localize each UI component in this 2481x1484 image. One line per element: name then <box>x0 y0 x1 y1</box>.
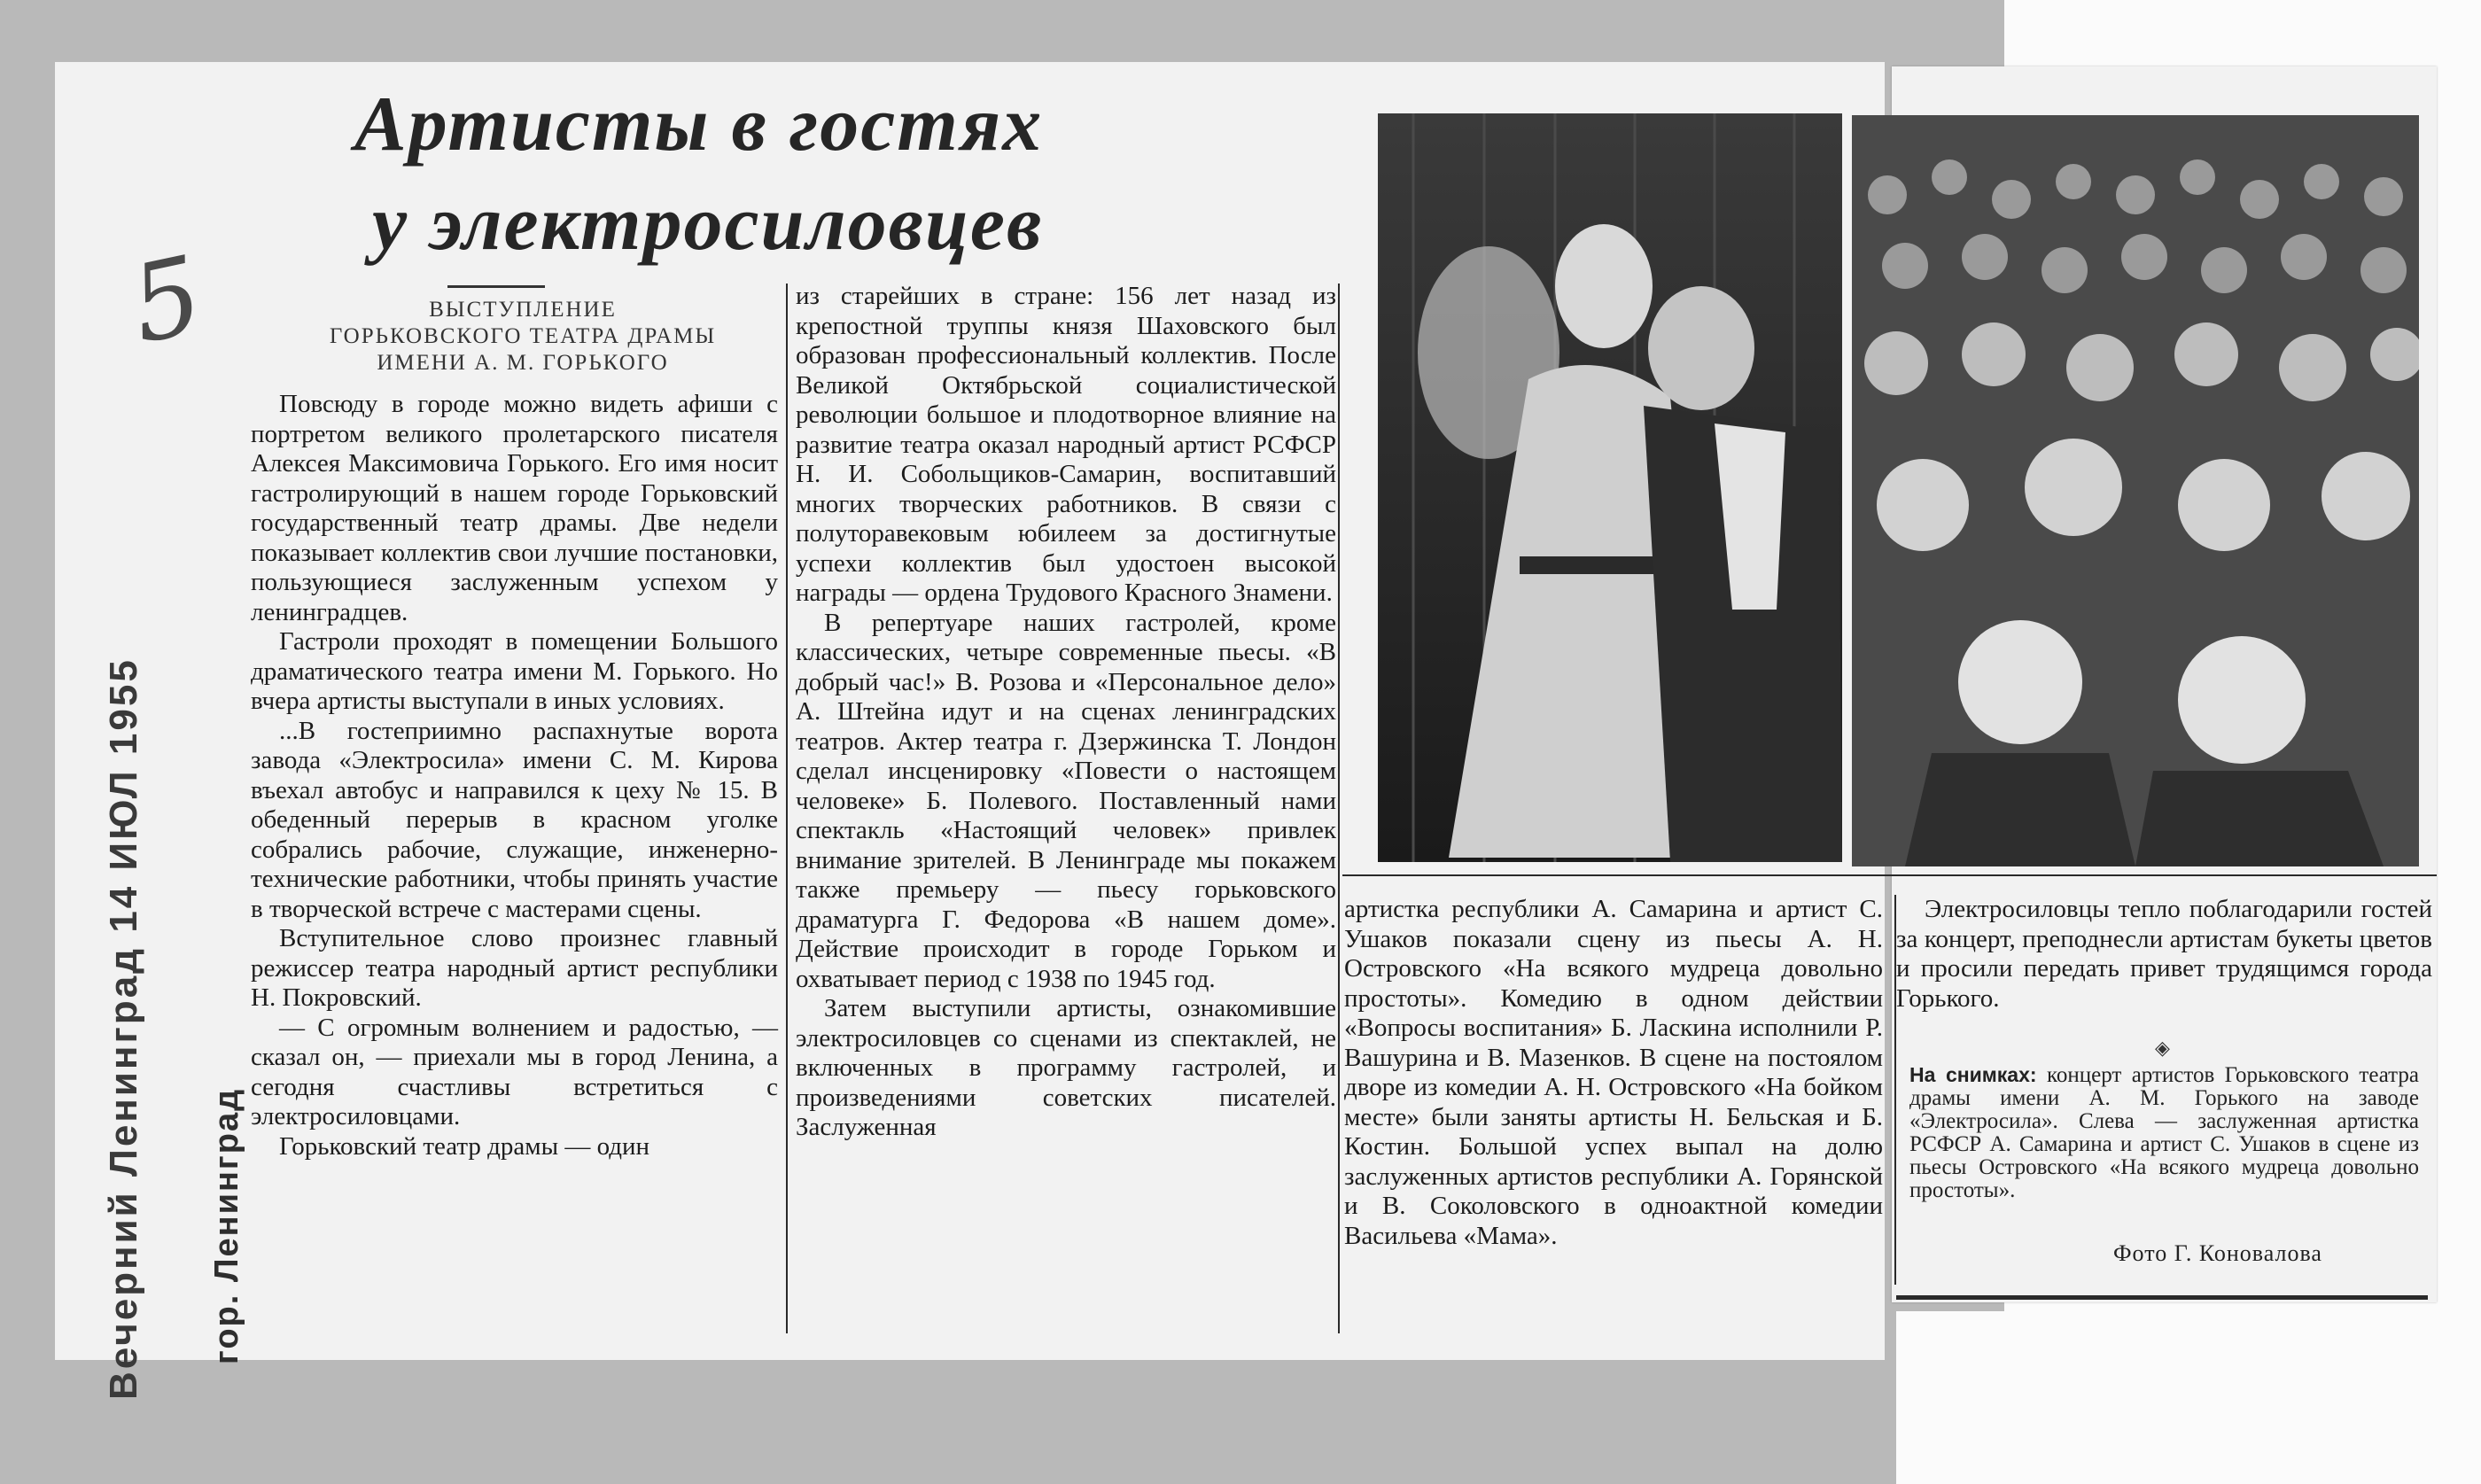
archive-city-stamp: гор. Ленинград <box>208 1087 245 1364</box>
title-divider <box>447 285 545 288</box>
article-column-3 <box>1344 895 1883 1251</box>
separator-ornament-icon: ◈ <box>2155 1037 2170 1059</box>
subhead-line: ИМЕНИ А. М. ГОРЬКОГО <box>377 351 669 375</box>
paragraph: Вступительное слово произнес главный режиссер театра народный артист республики Н. Покровский. <box>251 924 778 1012</box>
paragraph: Затем выступили артисты, ознакомившие электросиловцев со сценами из спектаклей, не включенных в программу гастролей, и произведениями советских писателей. Заслуженная <box>796 994 1336 1141</box>
archive-date-stamp: Вечерний Ленинград 14 ИЮЛ 1955 <box>102 657 145 1400</box>
column-rule <box>786 284 788 1333</box>
article-column-4 <box>1896 895 2432 1014</box>
handwritten-page-number: 5 <box>121 233 213 369</box>
article-subhead <box>292 297 753 377</box>
caption-lead: На снимках: <box>1909 1063 2037 1086</box>
photo-actors-on-stage <box>1378 113 1842 862</box>
title-line-1: Артисты в гостях <box>354 82 1044 167</box>
caption-text: концерт артистов Горьковского театра драмы имени А. М. Горького на заводе «Электросила». Слева — заслуженная артистка РСФСР А. Самарина и артист С. Ушаков в сцене из пьесы Островского «На всякого мудреца довольно простоты». <box>1909 1063 2419 1202</box>
photo-audience-image <box>1852 115 2419 866</box>
subhead-line: ВЫСТУПЛЕНИЕ <box>429 298 617 322</box>
photo-audience <box>1852 115 2419 866</box>
photo-credit: Фото Г. Коновалова <box>2113 1240 2322 1266</box>
paragraph: В репертуаре наших гастролей, кроме классических, четыре современные пьесы. «В добрый час!» В. Розова и «Персональное дело» А. Штейна идут и на сценах ленинградских театров. Актер театра г. Дзержинска Т. Лондон сделал инсценировку «Повести о настоящем человеке» Б. Полевого. Поставленный нами спектакль «Настоящий человек» привлек внимание зрителей. В Ленинграде мы покажем также премьеру — пьесу горьковского драматурга Г. Федорова «В нашем доме». Действие происходит в городе Горьком и охватывает период с 1938 по 1945 год. <box>796 608 1336 993</box>
photo-base-rule <box>1342 874 2437 876</box>
paragraph: Гастроли проходят в помещении Большого драматического театра имени М. Горького. Но вчера артисты выступали в иных условиях. <box>251 627 778 715</box>
paragraph: Электросиловцы тепло поблагодарили гостей за концерт, преподнесли артистам букеты цветов и просили передать привет трудящимся города Горького. <box>1896 895 2432 1013</box>
article-title <box>354 75 1329 274</box>
column-rule <box>1338 284 1340 1333</box>
photo-caption <box>1909 1063 2419 1202</box>
caption-base-rule <box>1896 1295 2428 1300</box>
article-column-1 <box>251 390 778 1162</box>
paragraph: — С огромным волнением и радостью, — сказал он, — приехали мы в город Ленина, а сегодня счастливы встретиться с электросиловцами. <box>251 1013 778 1130</box>
paragraph: из старейших в стране: 156 лет назад из крепостной труппы князя Шаховского был образован профессиональный коллектив. После Великой Октябрьской социалистической революции большое и плодотворное влияние на развитие театра оказал народный артист РСФСР Н. И. Собольщиков-Самарин, воспитавший многих творческих работников. В связи с полуторавековым юбилеем за достигнутые успехи коллектив был удостоен высокой награды — ордена Трудового Красного Знамени. <box>796 282 1336 607</box>
photo-actors-image <box>1378 113 1842 862</box>
paragraph: Горьковский театр драмы — один <box>279 1131 650 1161</box>
paragraph: ...В гостеприимно распахнутые ворота завода «Электросила» имени С. М. Кирова въехал автобус и направился к цеху № 15. В обеденный перерыв в красном уголке собрались рабочие, служащие, инженерно-технические работники, чтобы принять участие в творческой встрече с мастерами сцены. <box>251 716 778 923</box>
article-column-2 <box>796 282 1336 1143</box>
title-line-2: у электросиловцев <box>372 181 1044 267</box>
paragraph: артистка республики А. Самарина и артист С. Ушаков показали сцену из пьесы А. Н. Островского «На всякого мудреца довольно простоты». Комедию в одном действии «Вопросы воспитания» Б. Ласкина исполнили Р. Вашурина и В. Мазенков. В сцене на постоялом дворе из комедии А. Н. Островского «На бойком месте» были заняты артисты Н. Бельская и Б. Костин. Большой успех выпал на долю заслуженных артистов республики А. Горянской и В. Соколовского в одноактной комедии Васильева «Мама». <box>1344 895 1883 1250</box>
scan-background-bottom <box>1896 1311 2481 1484</box>
paragraph: Повсюду в городе можно видеть афиши с портретом великого пролетарского писателя Алексея Максимовича Горького. Его имя носит гастролирующий в нашем городе Горьковский государственный театр драмы. Две недели показывает коллектив свои лучшие постановки, пользующиеся заслуженным успехом у ленинградцев. <box>251 390 778 626</box>
subhead-line: ГОРЬКОВСКОГО ТЕАТРА ДРАМЫ <box>329 324 717 348</box>
